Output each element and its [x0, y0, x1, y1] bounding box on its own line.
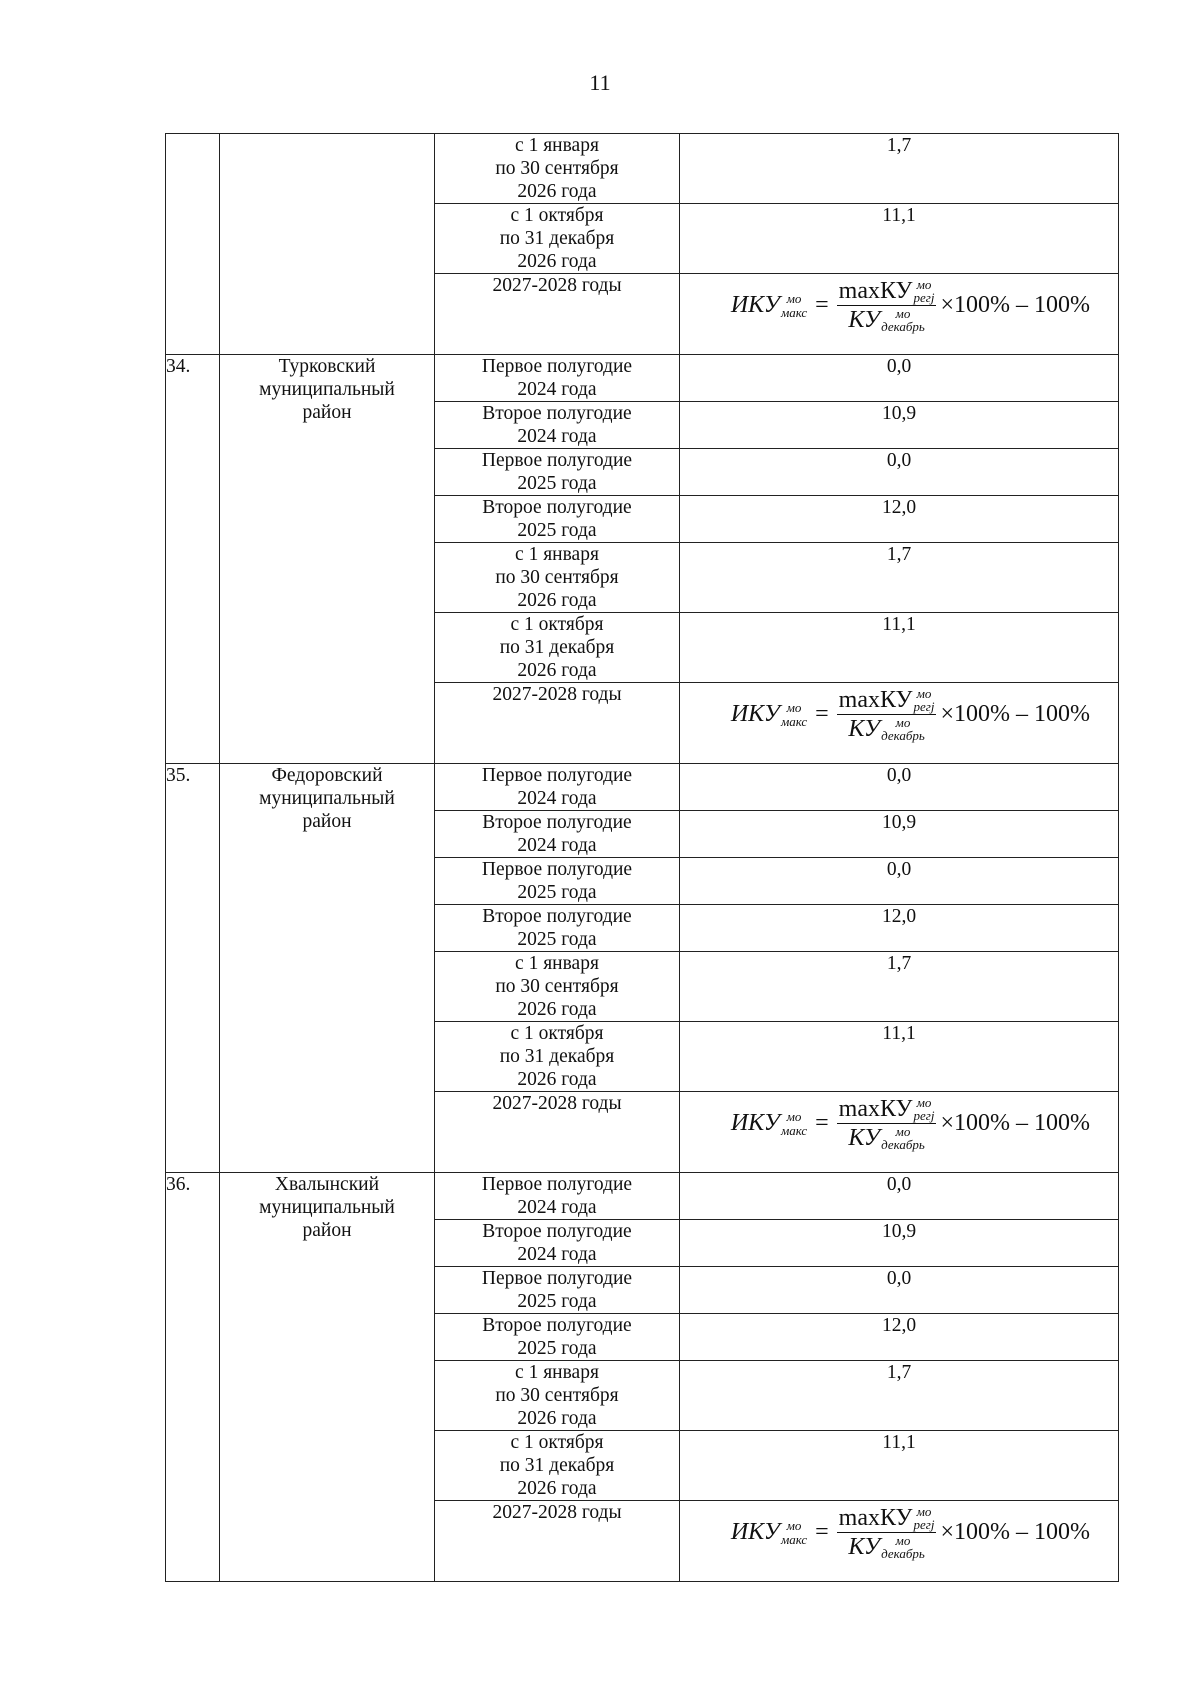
period-line: Первое полугодие: [481, 356, 633, 377]
formula-denominator: [848, 1533, 925, 1560]
district-number: 34.: [166, 355, 220, 764]
district-name-line: муниципальный: [259, 1197, 395, 1218]
formula-lhs-symbol: ИКУ: [730, 292, 780, 318]
table-row: [166, 134, 1119, 204]
period-line: Первое полугодие: [481, 450, 633, 471]
district-name-line: район: [302, 1220, 352, 1241]
value-cell: 11,1: [680, 1431, 1119, 1501]
formula-den-sup: мо: [895, 306, 911, 321]
period-line: 2026 года: [517, 181, 597, 202]
formula-lhs: [731, 1110, 807, 1138]
period-line: 2026 года: [517, 1478, 597, 1499]
period-line: 2024 года: [517, 426, 597, 447]
formula-num-sub: регj: [913, 290, 935, 305]
period-line: 2024 года: [517, 788, 597, 809]
period-line: Первое полугодие: [481, 765, 633, 786]
formula-num-sub: регj: [913, 1108, 935, 1123]
period-line: Второе полугодие: [482, 812, 632, 833]
period-line: по 31 декабря: [499, 637, 615, 658]
period-line: 2026 года: [517, 590, 597, 611]
formula-lhs-sub: макс: [780, 1531, 808, 1547]
period-line: с 1 января: [515, 544, 599, 565]
period-cell: [435, 1220, 680, 1267]
period-line: с 1 октября: [510, 205, 604, 226]
period-line: по 30 сентября: [495, 567, 619, 588]
formula-tail: ×100% – 100%: [940, 1519, 1090, 1545]
period-cell: [435, 1092, 680, 1173]
formula-den-sup: мо: [895, 1533, 911, 1548]
formula-lhs: [731, 1519, 807, 1547]
period-line: Второе полугодие: [482, 403, 632, 424]
formula-equals: =: [815, 701, 829, 727]
period-line: 2025 года: [517, 1338, 597, 1359]
period-line: 2024 года: [517, 379, 597, 400]
value-cell: 11,1: [680, 613, 1119, 683]
formula-fraction: [837, 687, 937, 742]
formula-fraction: [837, 1096, 937, 1151]
period-line: 2024 года: [517, 835, 597, 856]
district-name-line: Турковский: [278, 356, 376, 377]
period-line: 2024 года: [517, 1197, 597, 1218]
formula-num-main: maxКУ: [838, 1504, 913, 1531]
period-line: 2026 года: [517, 251, 597, 272]
formula-tail: ×100% – 100%: [940, 1110, 1090, 1136]
district-name-line: район: [302, 811, 352, 832]
period-line: 2027-2028 годы: [492, 684, 622, 705]
formula-num-sup: мо: [916, 1095, 932, 1110]
formula-num-sup: мо: [916, 277, 932, 292]
period-cell: [435, 764, 680, 811]
period-line: с 1 января: [515, 953, 599, 974]
period-line: по 31 декабря: [499, 1455, 615, 1476]
value-cell: 0,0: [680, 449, 1119, 496]
index-formula: [731, 1505, 1090, 1560]
value-cell: 1,7: [680, 952, 1119, 1022]
value-cell: 0,0: [680, 1173, 1119, 1220]
formula-denominator: [848, 1124, 925, 1151]
district-name-line: Федоровский: [271, 765, 383, 786]
period-line: 2024 года: [517, 1244, 597, 1265]
period-cell: [435, 204, 680, 274]
period-line: с 1 октября: [510, 614, 604, 635]
formula-num-main: maxКУ: [838, 1095, 913, 1122]
formula-num-main: maxКУ: [838, 277, 913, 304]
period-line: Второе полугодие: [482, 1315, 632, 1336]
district-name: [220, 764, 435, 1173]
period-line: Первое полугодие: [481, 1268, 633, 1289]
value-cell: 10,9: [680, 811, 1119, 858]
formula-num-sub: регj: [913, 1517, 935, 1532]
period-line: Второе полугодие: [482, 1221, 632, 1242]
formula-cell: [680, 1092, 1119, 1173]
period-line: с 1 января: [515, 135, 599, 156]
period-line: по 30 сентября: [495, 1385, 619, 1406]
period-line: Второе полугодие: [482, 906, 632, 927]
formula-lhs-sup: мо: [786, 290, 802, 306]
formula-denominator: [848, 306, 925, 333]
value-cell: 1,7: [680, 1361, 1119, 1431]
formula-num-sub: регj: [913, 699, 935, 714]
formula-fraction: [837, 1505, 937, 1560]
period-line: Первое полугодие: [481, 1174, 633, 1195]
formula-tail: ×100% – 100%: [940, 701, 1090, 727]
period-line: 2027-2028 годы: [492, 1502, 622, 1523]
value-cell: 1,7: [680, 543, 1119, 613]
formula-equals: =: [815, 1110, 829, 1136]
period-cell: [435, 355, 680, 402]
formula-tail: ×100% – 100%: [940, 292, 1090, 318]
formula-cell: [680, 1501, 1119, 1582]
table-body: [166, 134, 1119, 1582]
formula-lhs-symbol: ИКУ: [730, 1110, 780, 1136]
formula-numerator: [837, 1096, 937, 1124]
formula-lhs-sup: мо: [786, 1108, 802, 1124]
formula-lhs-sup: мо: [786, 1517, 802, 1533]
period-line: Первое полугодие: [481, 859, 633, 880]
formula-numerator: [837, 1505, 937, 1533]
table-row: [166, 764, 1119, 811]
table-row: [166, 355, 1119, 402]
formula-cell: [680, 683, 1119, 764]
formula-equals: =: [815, 292, 829, 318]
period-cell: [435, 1022, 680, 1092]
district-name: [220, 1173, 435, 1582]
period-line: 2026 года: [517, 1408, 597, 1429]
period-cell: [435, 1501, 680, 1582]
value-cell: 0,0: [680, 764, 1119, 811]
formula-den-main: КУ: [848, 715, 881, 742]
district-name-line: район: [302, 402, 352, 423]
period-cell: [435, 683, 680, 764]
district-number: 35.: [166, 764, 220, 1173]
formula-den-sub: декабрь: [881, 1137, 925, 1152]
period-line: с 1 января: [515, 1362, 599, 1383]
period-line: 2025 года: [517, 929, 597, 950]
value-cell: 10,9: [680, 402, 1119, 449]
period-line: 2025 года: [517, 520, 597, 541]
table-row: [166, 1173, 1119, 1220]
formula-den-sub: декабрь: [881, 1546, 925, 1561]
district-number: 36.: [166, 1173, 220, 1582]
formula-lhs-sub: макс: [780, 1122, 808, 1138]
period-line: по 31 декабря: [499, 228, 615, 249]
period-cell: [435, 1173, 680, 1220]
period-line: 2025 года: [517, 473, 597, 494]
period-cell: [435, 905, 680, 952]
value-cell: 11,1: [680, 204, 1119, 274]
formula-den-main: КУ: [848, 1124, 881, 1151]
value-cell: 11,1: [680, 1022, 1119, 1092]
formula-denominator: [848, 715, 925, 742]
formula-num-sup: мо: [916, 1504, 932, 1519]
period-line: по 30 сентября: [495, 158, 619, 179]
district-name-line: Хвалынский: [274, 1174, 380, 1195]
formula-lhs-sub: макс: [780, 713, 808, 729]
formula-lhs: [731, 292, 807, 320]
district-name: [220, 134, 435, 355]
formula-cell: [680, 274, 1119, 355]
value-cell: 0,0: [680, 1267, 1119, 1314]
index-formula: [731, 278, 1090, 333]
period-cell: [435, 402, 680, 449]
period-cell: [435, 274, 680, 355]
formula-den-main: КУ: [848, 306, 881, 333]
formula-fraction: [837, 278, 937, 333]
value-cell: 0,0: [680, 355, 1119, 402]
period-line: 2027-2028 годы: [492, 275, 622, 296]
period-cell: [435, 952, 680, 1022]
tariff-index-table: [165, 133, 1119, 1582]
district-number: [166, 134, 220, 355]
district-name-line: муниципальный: [259, 788, 395, 809]
period-cell: [435, 134, 680, 204]
period-cell: [435, 449, 680, 496]
formula-numerator: [837, 278, 937, 306]
period-cell: [435, 543, 680, 613]
period-line: 2026 года: [517, 1069, 597, 1090]
formula-numerator: [837, 687, 937, 715]
period-cell: [435, 1267, 680, 1314]
period-line: 2025 года: [517, 882, 597, 903]
index-formula: [731, 687, 1090, 742]
value-cell: 12,0: [680, 1314, 1119, 1361]
period-line: 2025 года: [517, 1291, 597, 1312]
value-cell: 12,0: [680, 496, 1119, 543]
period-cell: [435, 858, 680, 905]
formula-lhs-sub: макс: [780, 304, 808, 320]
formula-den-sub: декабрь: [881, 728, 925, 743]
period-line: 2026 года: [517, 660, 597, 681]
value-cell: 1,7: [680, 134, 1119, 204]
page-number: 11: [589, 70, 611, 95]
period-cell: [435, 1431, 680, 1501]
period-line: с 1 октября: [510, 1023, 604, 1044]
formula-num-sup: мо: [916, 686, 932, 701]
formula-den-main: КУ: [848, 1533, 881, 1560]
value-cell: 0,0: [680, 858, 1119, 905]
formula-equals: =: [815, 1519, 829, 1545]
formula-den-sup: мо: [895, 1124, 911, 1139]
period-line: 2026 года: [517, 999, 597, 1020]
formula-lhs-sup: мо: [786, 699, 802, 715]
formula-lhs-symbol: ИКУ: [730, 1519, 780, 1545]
period-cell: [435, 811, 680, 858]
period-line: по 31 декабря: [499, 1046, 615, 1067]
formula-num-main: maxКУ: [838, 686, 913, 713]
formula-den-sup: мо: [895, 715, 911, 730]
formula-den-sub: декабрь: [881, 319, 925, 334]
formula-lhs: [731, 701, 807, 729]
value-cell: 10,9: [680, 1220, 1119, 1267]
period-line: 2027-2028 годы: [492, 1093, 622, 1114]
period-cell: [435, 1314, 680, 1361]
period-cell: [435, 496, 680, 543]
period-line: по 30 сентября: [495, 976, 619, 997]
index-formula: [731, 1096, 1090, 1151]
period-line: с 1 октября: [510, 1432, 604, 1453]
period-cell: [435, 613, 680, 683]
district-name-line: муниципальный: [259, 379, 395, 400]
value-cell: 12,0: [680, 905, 1119, 952]
period-line: Второе полугодие: [482, 497, 632, 518]
formula-lhs-symbol: ИКУ: [730, 701, 780, 727]
period-cell: [435, 1361, 680, 1431]
district-name: [220, 355, 435, 764]
